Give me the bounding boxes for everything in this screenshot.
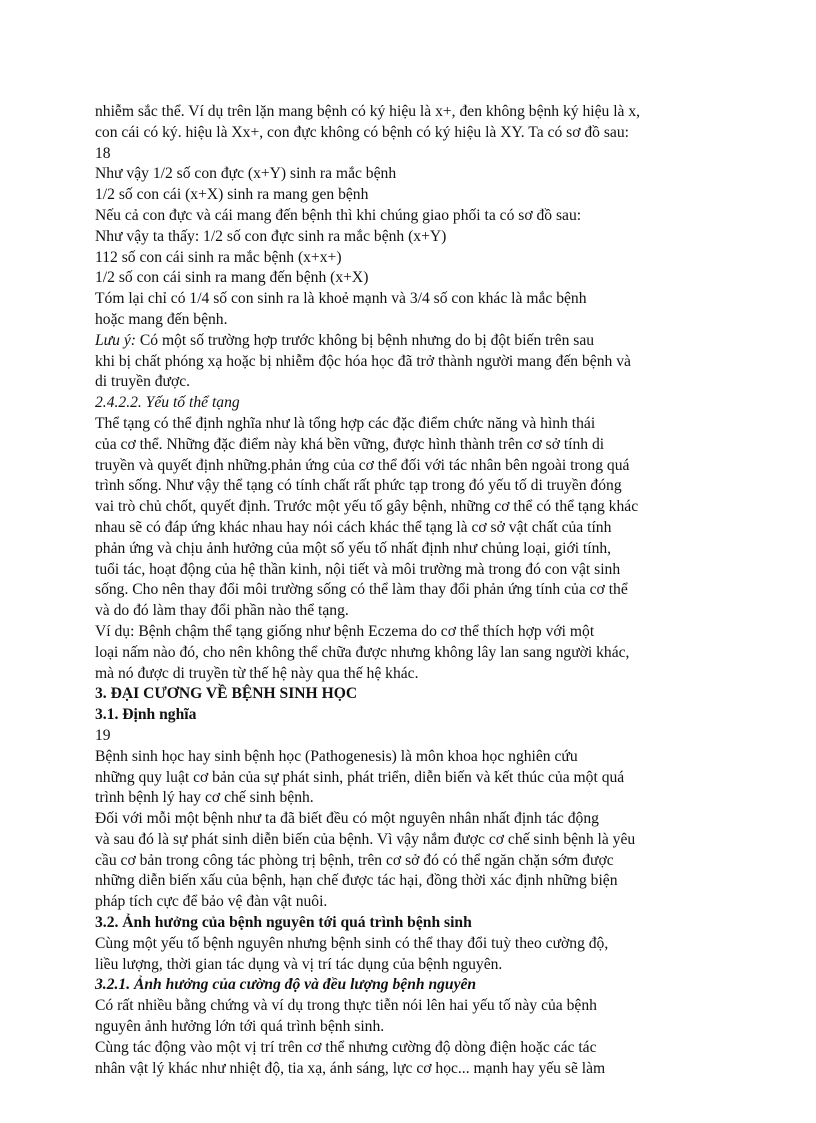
body-text-line: trình bệnh lý hay cơ chế sinh bệnh. bbox=[95, 789, 314, 807]
body-text-line: hoặc mang đến bệnh. bbox=[95, 310, 228, 328]
body-text-line: trình sống. Như vậy thể tạng có tính chất rất phức tạp trong đó yếu tố di truyền đóng bbox=[95, 477, 622, 495]
body-text-line: Cùng tác động vào một vị trí trên cơ thể nhưng cường độ dòng điện hoặc các tác bbox=[95, 1038, 597, 1056]
body-text-line: liều lượng, thời gian tác dụng và vị trí tác dụng của bệnh nguyên. bbox=[95, 955, 503, 973]
body-text-line: Tóm lại chỉ có 1/4 số con sinh ra là khoẻ mạnh và 3/4 số con khác là mắc bệnh bbox=[95, 290, 587, 308]
subsection-heading: 2.4.2.2. Yếu tố thể tạng bbox=[95, 394, 240, 412]
body-text-line: tuổi tác, hoạt động của hệ thần kinh, nội tiết và môi trường mà trong đó con vật sinh bbox=[95, 560, 621, 578]
body-text-line: nhân vật lý khác như nhiệt độ, tia xạ, ánh sáng, lực cơ học... mạnh hay yếu sẽ làm bbox=[95, 1059, 606, 1077]
body-text-line: Nếu cả con đực và cái mang đến bệnh thì khi chúng giao phối ta có sơ đồ sau: bbox=[95, 206, 582, 224]
body-text-line: 1/2 số con cái (x+X) sinh ra mang gen bệnh bbox=[95, 186, 369, 204]
body-text-line: sống. Cho nên thay đổi môi trường sống có thể làm thay đổi phản ứng tính của cơ thể bbox=[95, 581, 628, 599]
body-text-line: Đối với mỗi một bệnh như ta đã biết đều có một nguyên nhân nhất định tác động bbox=[95, 810, 599, 828]
body-text-line: Bệnh sinh học hay sinh bệnh học (Pathogenesis) là môn khoa học nghiên cứu bbox=[95, 747, 578, 765]
body-text-line: và sau đó là sự phát sinh diễn biến của bệnh. Vì vậy nắm được cơ chế sinh bệnh là yêu bbox=[95, 830, 636, 848]
body-text-line: của cơ thể. Những đặc điểm này khá bền vững, được hình thành trên cơ sở tính di bbox=[95, 435, 605, 453]
body-text-line: nhiễm sắc thể. Ví dụ trên lặn mang bệnh có ký hiệu là x+, đen không bệnh ký hiệu là x, bbox=[95, 103, 641, 120]
body-text-line: khi bị chất phóng xạ hoặc bị nhiễm độc hóa học đã trở thành người mang đến bệnh và bbox=[95, 352, 631, 370]
section-heading: 3.1. Định nghĩa bbox=[95, 706, 197, 724]
body-text-line: 112 số con cái sinh ra mắc bệnh (x+x+) bbox=[95, 248, 342, 266]
body-text-line: di truyền được. bbox=[95, 373, 191, 391]
body-text-line: pháp tích cực để bảo vệ đàn vật nuôi. bbox=[95, 893, 328, 911]
body-text-line: nhau sẽ có đáp ứng khác nhau hay nói cách khác thể tạng là cơ sở vật chất của tính bbox=[95, 518, 612, 536]
body-text-line: Như vậy ta thấy: 1/2 số con đực sinh ra mắc bệnh (x+Y) bbox=[95, 227, 447, 245]
document-page bbox=[95, 102, 695, 1079]
subsection-heading: 3.2.1. Ảnh hưởng của cường độ và đều lượng bệnh nguyên bbox=[95, 976, 477, 994]
body-text-line: nguyên ảnh hưởng lớn tới quá trình bệnh sinh. bbox=[95, 1018, 385, 1036]
page-number: 19 bbox=[95, 726, 111, 744]
body-text-line: Ví dụ: Bệnh chậm thể tạng giống như bệnh Eczema do cơ thể thích hợp với một bbox=[95, 622, 595, 640]
section-heading: 3. ĐẠI CƯƠNG VỀ BỆNH SINH HỌC bbox=[95, 685, 358, 703]
body-text-line: và do đó làm thay đổi phần nào thể tạng. bbox=[95, 602, 349, 620]
body-text-line: những diễn biến xấu của bệnh, hạn chế được tác hại, đồng thời xác định những biện bbox=[95, 872, 618, 890]
body-text-line: Như vậy 1/2 số con đực (x+Y) sinh ra mắc bệnh bbox=[95, 165, 397, 183]
page-number: 18 bbox=[95, 144, 111, 162]
body-text-line: vai trò chủ chốt, quyết định. Trước một yếu tố gây bệnh, những cơ thể có thể tạng khác bbox=[95, 498, 639, 516]
body-text-line: mà nó được di truyền từ thế hệ này qua thế hệ khác. bbox=[95, 664, 419, 682]
note-text: Có một số trường hợp trước không bị bệnh nhưng do bị đột biến trên sau bbox=[136, 331, 595, 349]
body-text-line: truyền và quyết định những.phản ứng của cơ thể đối với tác nhân bên ngoài trong quá bbox=[95, 456, 630, 474]
body-text-line: cầu cơ bản trong công tác phòng trị bệnh, trên cơ sở đó có thể ngăn chặn sớm được bbox=[95, 851, 614, 869]
body-text-line: Có rất nhiều bằng chứng và ví dụ trong thực tiễn nói lên hai yếu tố này của bệnh bbox=[95, 997, 597, 1015]
body-text-line bbox=[95, 331, 695, 352]
body-text-line: 1/2 số con cái sinh ra mang đến bệnh (x+X) bbox=[95, 269, 369, 287]
body-text-line: loại nấm nào đó, cho nên không thể chữa được nhưng không lây lan sang người khác, bbox=[95, 643, 630, 661]
note-label: Lưu ý: bbox=[95, 331, 136, 349]
body-text-line: Thể tạng có thể định nghĩa như là tổng hợp các đặc điểm chức năng và hình thái bbox=[95, 414, 596, 432]
body-text-line: Cùng một yếu tố bệnh nguyên nhưng bệnh sinh có thể thay đổi tuỳ theo cường độ, bbox=[95, 934, 609, 952]
body-text-line: những quy luật cơ bản của sự phát sinh, phát triển, diễn biến và kết thúc của một quá bbox=[95, 768, 625, 786]
body-text-line: phản ứng và chịu ảnh hưởng của một số yếu tố nhất định như chủng loại, giới tính, bbox=[95, 539, 612, 557]
section-heading: 3.2. Ảnh hưởng của bệnh nguyên tới quá trình bệnh sinh bbox=[95, 914, 472, 932]
body-text-line: con cái có ký. hiệu là Xx+, con đực không có bệnh có ký hiệu là XY. Ta có sơ đồ sau: bbox=[95, 123, 629, 141]
